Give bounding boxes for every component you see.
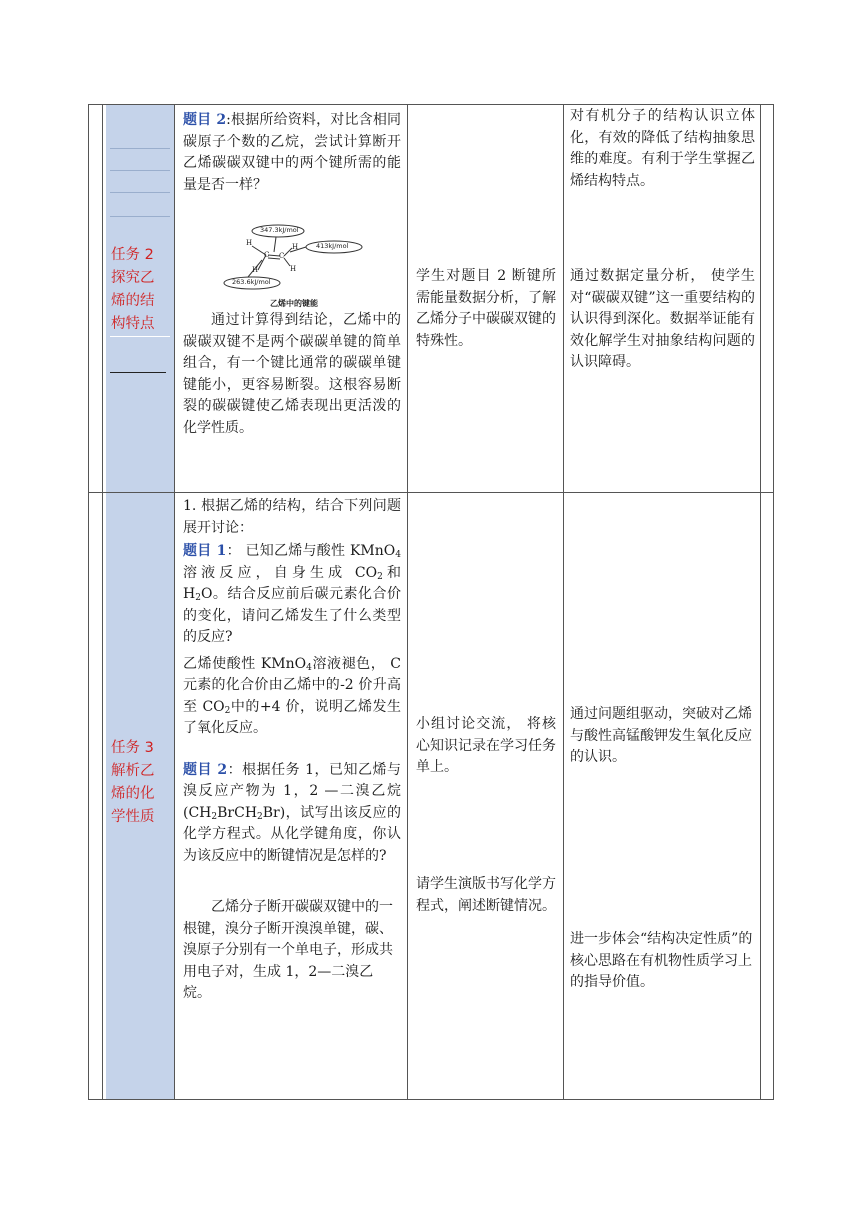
question-1-text-a: ： 已知乙烯与酸性 KMnO [226, 543, 396, 559]
question-2b-text-b: BrCH [217, 804, 258, 821]
task-divider-3 [110, 192, 170, 193]
table-top-border [88, 104, 774, 105]
col-line-5 [760, 104, 761, 1100]
row2-intro: 1. 根据乙烯的结构，结合下列问题展开讨论： [183, 498, 401, 536]
figure-caption: 乙烯中的键能 [270, 298, 318, 308]
row2-content [183, 496, 401, 1005]
task-divider-2 [110, 170, 170, 171]
task-2-line-2: 探究乙 [111, 270, 155, 286]
atom-c-1: C [264, 251, 270, 259]
sub-2: 2 [377, 571, 383, 582]
answer-1-a: 乙烯使酸性 KMnO [183, 655, 307, 672]
question-1-text-b: 溶液反应，自身生成 CO [183, 564, 378, 581]
row-divider [88, 492, 774, 493]
row2-answer-2: 乙烯分子断开碳碳双键中的一根键，溴分子断开溴溴单键，碳、溴原子分别有一个单电子，形成共用电子对，生成 1，2—二溴乙烷。 [183, 899, 393, 1001]
bond-energy-figure [218, 220, 368, 310]
sub-2b: 2 [195, 593, 201, 603]
task-2-line-4: 构特点 [111, 316, 155, 332]
task-divider-5 [110, 336, 170, 337]
task-3-line-4: 学性质 [111, 809, 155, 825]
question-1-text-c: 和 H [183, 564, 402, 602]
table-bottom-border [88, 1099, 774, 1100]
col-line-1 [102, 104, 103, 1100]
col-line-0 [88, 104, 89, 1100]
atom-h-1: H [246, 239, 253, 247]
row1-question [183, 110, 401, 196]
task-3-label [111, 737, 171, 829]
bond-label-1: 347.3kJ/mol [260, 226, 299, 234]
row2-answer-1 [183, 654, 401, 740]
atom-h-2: H [252, 266, 259, 274]
row2-student-activity-b: 请学生演版书写化学方程式，阐述断键情况。 [416, 876, 556, 914]
question-1-label: 题目 1 [183, 543, 227, 559]
row1-intent-bottom: 通过数据定量分析， 使学生对“碳碳双键”这一重要结构的认识得到深化。数据举证能有效化解学生对抽象结构问题的认识障碍。 [570, 268, 755, 370]
row2-question-1 [183, 541, 401, 649]
task-2-line-1: 任务 2 [111, 247, 154, 263]
task-3-line-1: 任务 3 [111, 740, 154, 756]
task-divider-4 [110, 216, 170, 217]
task-3-line-2: 解析乙 [111, 763, 155, 779]
bond-label-3: 263.6kJ/mol [232, 278, 271, 286]
row2-student-activity-a: 小组讨论交流， 将核心知识记录在学习任务单上。 [416, 716, 556, 775]
row2-question-2 [183, 760, 401, 868]
sub-2e: 2 [257, 811, 263, 822]
row1-content [183, 110, 401, 196]
atom-h-3: H [292, 243, 299, 251]
question-2b-text-c: Br)，试写出该反应的化学方程式。从化学键角度，你认为该反应中的断键情况是怎样的? [183, 804, 401, 864]
row1-intent-top: 对有机分子的结构认识立体化，有效的降低了结构抽象思维的难度。有利于学生掌握乙烯结构特点。 [570, 108, 755, 189]
col-line-6 [773, 104, 774, 1100]
answer-1-b: 溶液褪色， C 元素的化合价由乙烯中的-2 价升高至 CO [183, 655, 401, 715]
sub-2c: 2 [224, 705, 231, 716]
col-line-3 [407, 104, 408, 1100]
atom-c-2: C [279, 252, 285, 260]
row1-conclusion: 通过计算得到结论，乙烯中的碳碳双键不是两个碳碳单键的简单组合，有一个键比通常的碳碳单键键能小，更容易断裂。这根容易断裂的碳碳键使乙烯表现出更活泼的化学性质。 [183, 312, 401, 436]
sub-2d: 2 [211, 811, 218, 822]
atom-h-4: H [290, 265, 297, 273]
lesson-plan-table [88, 104, 774, 1100]
answer-1-c: 中的+4 价，说明乙烯发生了氧化反应。 [183, 698, 402, 736]
sub-4: 4 [395, 550, 401, 560]
sub-4b: 4 [306, 662, 312, 673]
task-2-line-3: 烯的结 [111, 293, 155, 309]
bond-label-2: 413kJ/mol [316, 242, 349, 250]
task-underline [110, 372, 166, 373]
task-divider-1 [110, 148, 170, 149]
col-line-2 [174, 104, 175, 1100]
question-2b-text-a: ：根据任务 1，已知乙烯与溴反应产物为 1，2 —二溴乙烷(CH [183, 761, 401, 821]
question-2-text: :根据所给资料，对比含相同碳原子个数的乙烷，尝试计算断开乙烯碳碳双键中的两个键所需的能量是否一样？ [183, 112, 401, 193]
question-2b-label: 题目 2 [183, 761, 228, 778]
row2-intent-a: 通过问题组驱动，突破对乙烯与酸性高锰酸钾发生氧化反应的认识。 [570, 706, 752, 765]
row2-intent-b: 进一步体会“结构决定性质”的核心思路在有机物性质学习上的指导价值。 [570, 931, 753, 990]
task-2-label [111, 244, 171, 336]
row1-student-activity: 学生对题目 2 断键所需能量数据分析，了解乙烯分子中碳碳双键的特殊性。 [416, 268, 556, 349]
task-3-line-3: 烯的化 [111, 786, 155, 802]
question-2-label: 题目 2 [183, 112, 227, 128]
question-1-text-d: O。结合反应前后碳元素化合价的变化，请问乙烯发生了什么类型的反应? [183, 586, 401, 645]
col-line-4 [563, 104, 564, 1100]
